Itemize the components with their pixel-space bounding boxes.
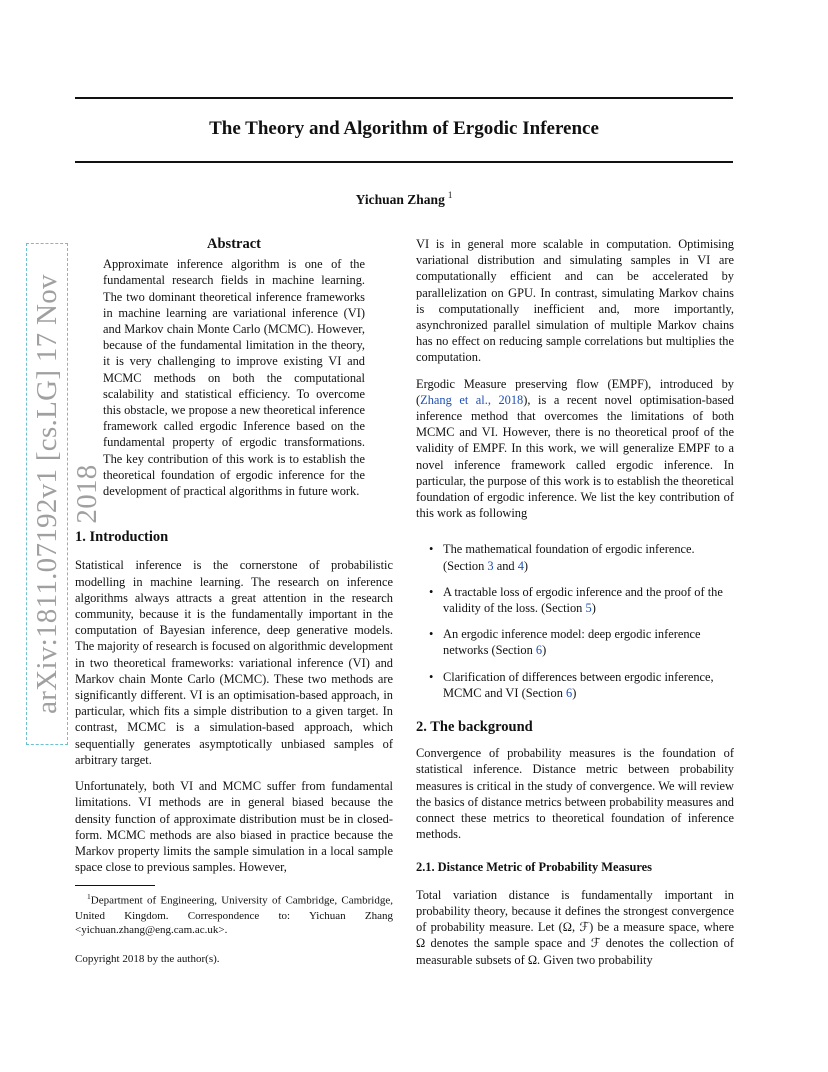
list-item [416,669,734,701]
left-column [75,236,393,966]
affiliation-footnote [75,890,393,937]
background-paragraph-2: Total variation distance is fundamentally important in probability theory, because it defines the strongest convergence of probability measure. Let (Ω, ℱ) be a measure space, where Ω denotes the sample space and ℱ denotes the collection of measurable subsets of Ω. Given two probability [416,887,734,967]
section-heading-introduction: 1. Introduction [75,529,169,546]
list-item-text: ) [572,685,577,700]
intro-paragraph-1: Statistical inference is the cornerstone of probabilistic modelling in machine learning. The research on inference algorithms always attracts a great attention in the research community, because it is the fundamentally important in the computation of Bayesian inference, deep generative models. The majority of research is focused on algorithmic development in two theoretical frameworks: variational inference (VI) and Markov chain Monte Carlo (MCMC). These two methods are significantly different. VI is an optimisation-based approach, in particular, which fits a simple distribution to a given target. In contrast, MCMC is a simulation-based approach, which sequentially generates asymptotically unbiased samples of arbitrary target. [75,558,393,767]
background-paragraph-1: Convergence of probability measures is the foundation of statistical inference. Distance metric between probability measures is critical in the study of convergence. We will review the basics of distance metrics between probability measures and connect these metrics to theoretical foundation of inference methods. [416,746,734,842]
list-item-text: ) [523,558,529,573]
author-line [75,190,733,208]
section-ref-link[interactable]: 6 [535,643,543,658]
intro-paragraph-2: Unfortunately, both VI and MCMC suffer from fundamental limitations. VI methods are in general biased because the density function of approximate distribution must be in closed-form. MCMC methods are also biased in practice because the Markov property limits the sample simulation in a local sample space close to previous samples. However, [75,779,393,875]
list-item-text: The mathematical foundation of ergodic inference. (Section [443,542,695,573]
list-item-text: ) [542,643,547,658]
abstract [75,236,393,499]
footnote-mark: 1 [87,892,91,902]
intro-paragraph-3: VI is in general more scalable in computation. Optimising variational distribution and simulating samples in VI are computationally efficient and can be accelerated by parallelization on GPU. In contrast, simulating Markov chains is computationally inefficient and, more importantly, asynchronized parallel simulation of multiple Markov chains has no effect on reducing sample correlations but multiplies the computation. [416,237,734,365]
citation-link[interactable]: Zhang et al., 2018 [420,392,524,407]
title-rule [75,161,733,163]
author-footnote-mark: 1 [447,190,453,200]
list-item-text: and [493,558,518,573]
section-ref-link[interactable]: 6 [566,685,573,700]
abstract-heading: Abstract [207,236,261,252]
bullet-icon: • [429,627,434,642]
bullet-icon: • [429,669,434,684]
list-item [416,626,734,658]
list-item-text: ) [591,601,596,616]
abstract-text: Approximate inference algorithm is one of the fundamental research fields in machine learning. The two dominant theoretical inference frameworks in machine learning are variational inference (VI) and Markov chain Monte Carlo (MCMC). However, because of the fundamental limitation in the theory, it is very challenging to improve existing VI and MCMC methods on both the computational scalability and statistical efficiency. To overcome this obstacle, we propose a new theoretical inference framework called ergodic Inference based on the fundamental property of ergodic transformations. The key contribution of this work is to establish the theoretical foundation of ergodic inference for the development of practical algorithms in future work. [103,257,365,499]
footnote-text: Department of Engineering, University of Cambridge, Cambridge, United Kingdom. Correspondence to: Yichuan Zhang <yichuan.zhang@eng.cam.ac.uk>. [75,894,393,937]
paper-title: The Theory and Algorithm of Ergodic Inference [209,118,599,139]
footnote-rule [75,885,155,886]
section-ref-link[interactable]: 4 [517,558,524,573]
subsection-heading-distance-metric: 2.1. Distance Metric of Probability Measures [416,859,652,874]
list-item-text: An ergodic inference model: deep ergodic inference networks (Section [443,627,701,658]
list-item [416,584,734,616]
bullet-icon: • [429,542,434,557]
contribution-list [416,541,734,701]
footnote-area [75,885,393,965]
list-item-text: A tractable loss of ergodic inference and the proof of the validity of the loss. (Section [443,584,723,616]
copyright-notice: Copyright 2018 by the author(s). [75,952,220,965]
section-heading-background: 2. The background [416,719,533,736]
section-ref-link[interactable]: 3 [487,558,494,573]
list-item-text: Clarification of differences between ergodic inference, MCMC and VI (Section [443,669,714,700]
author-name: Yichuan Zhang [355,192,445,207]
intro-paragraph-4 [416,376,734,522]
right-column [416,236,734,968]
intro-p4-text-a: Ergodic Measure preserving flow (EMPF), introduced by ( [416,376,734,407]
section-ref-link[interactable]: 5 [585,601,592,616]
arxiv-stamp: arXiv:1811.07192v1 [cs.LG] 17 Nov 2018 [26,243,68,745]
intro-p4-text-b: ), is a recent novel optimisation-based inference method that overcomes the limitations of both MCMC and VI. However, there is no theoretical proof of the validity of EMPF. In this work, we will generalize EMPF to a novel inference framework called ergodic inference. In particular, the purpose of this work is to establish the theoretical foundation of ergodic inference. We list the key contribution of this work as following [416,392,735,521]
bullet-icon: • [429,584,434,599]
top-rule [75,97,733,99]
list-item [416,541,734,573]
